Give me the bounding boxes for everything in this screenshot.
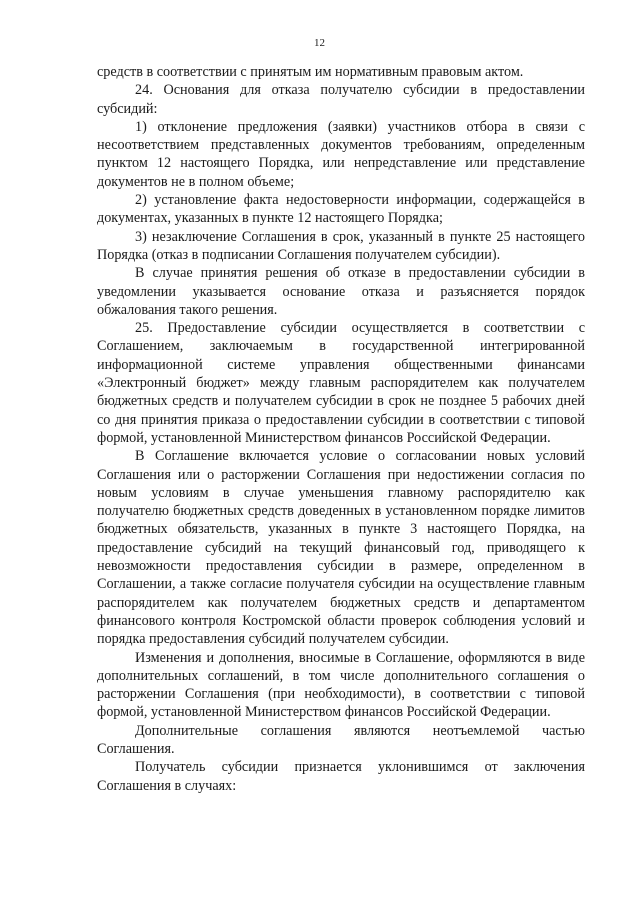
paragraph-continuation: средств в соответствии с принятым им нормативным правовым актом. <box>97 64 524 80</box>
paragraph-evasion: Получатель субсидии признается уклонившимся от заключения Соглашения в случаях: <box>97 759 585 794</box>
paragraph-item-1: 1) отклонение предложения (заявки) участников отбора в связи с несоответствием представленных документов требованиям, определенным пунктом 12 настоящего Порядка, или непредставление или представление документов не в полном объеме; <box>97 118 585 190</box>
page-number: 12 <box>314 37 325 49</box>
paragraph-refusal-notice: В случае принятия решения об отказе в предоставлении субсидии в уведомлении указывается основание отказа и разъясняется порядок обжалования такого решения. <box>97 265 585 318</box>
paragraph-supplementary: Дополнительные соглашения являются неотъемлемой частью Соглашения. <box>97 722 585 757</box>
paragraph-clause-24: 24. Основания для отказа получателю субсидии в предоставлении субсидий: <box>97 82 585 117</box>
paragraph-clause-25: 25. Предоставление субсидии осуществляется в соответствии с Соглашением, заключаемым в государственной интегрированной информационной системе управления общественными финансами «Электронный бюджет» между главным распорядителем как получателем бюджетных средств и получателем субсидии в срок не позднее 5 рабочих дней со дня принятия приказа о предоставлении субсидии в соответствии с типовой формой, установленной Министерством финансов Российской Федерации. <box>97 320 585 446</box>
paragraph-amendments: Изменения и дополнения, вносимые в Соглашение, оформляются в виде дополнительных соглашений, в том числе дополнительного соглашения о расторжении Соглашения (при необходимости), в соответствии с типовой формой, установленной Министерством финансов Российской Федерации. <box>97 649 585 721</box>
paragraph-item-2: 2) установление факта недостоверности информации, содержащейся в документах, указанных в пункте 12 настоящего Порядка; <box>97 192 585 227</box>
page-body <box>97 63 585 795</box>
paragraph-agreement-conditions: В Соглашение включается условие о согласовании новых условий Соглашения или о расторжении Соглашения при недостижении согласия по новым условиям в случае уменьшения главному распорядителю как получателю бюджетных средств доведенных в установленном порядке лимитов бюджетных обязательств, указанных в пункте 3 настоящего Порядка, на предоставление субсидий на текущий финансовый год, приводящего к невозможности предоставления субсидии в размере, определенном в Соглашении, а также согласие получателя субсидии на осуществление главным распорядителем как получателем бюджетных средств и департаментом финансового контроля Костромской области проверок соблюдения условий и порядка предоставления субсидий получателем субсидии. <box>97 448 585 648</box>
paragraph-item-3: 3) незаключение Соглашения в срок, указанный в пункте 25 настоящего Порядка (отказ в подписании Соглашения получателем субсидии). <box>97 228 585 263</box>
